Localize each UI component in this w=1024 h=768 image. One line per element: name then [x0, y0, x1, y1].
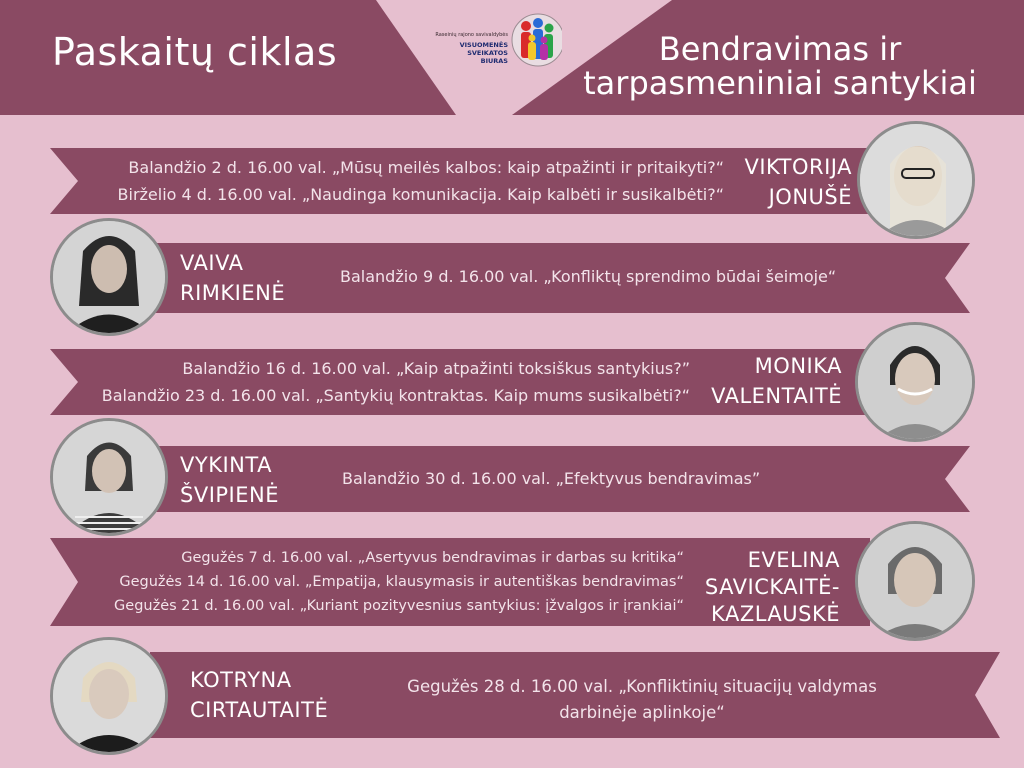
speaker-4-last: ŠVIPIENĖ	[180, 483, 279, 507]
session-1-lines	[118, 154, 724, 208]
topic-title-line1: Bendravimas ir	[658, 30, 902, 68]
session-6-line-1: Gegužės 28 d. 16.00 val. „Konfliktinių situacijų valdymas	[407, 677, 877, 696]
speaker-4-name	[180, 450, 279, 510]
session-3-lines	[102, 355, 690, 409]
speaker-3-name	[711, 351, 842, 411]
speaker-4-photo	[50, 418, 168, 536]
logo-line1: Raseinių rajono savivaldybės	[435, 32, 508, 38]
session-4-line-1: Balandžio 30 d. 16.00 val. „Efektyvus bendravimas”	[342, 469, 761, 488]
speaker-5-photo	[855, 521, 975, 641]
session-5-lines	[114, 546, 684, 618]
speaker-6-last: CIRTAUTAITĖ	[190, 698, 329, 722]
logo-line4: BIURAS	[480, 57, 508, 65]
speaker-6-first: KOTRYNA	[190, 668, 292, 692]
speaker-6-photo	[50, 637, 168, 755]
session-1-line-1: Balandžio 2 d. 16.00 val. „Mūsų meilės kalbos: kaip atpažinti ir pritaikyti?“	[128, 158, 724, 177]
session-1-line-2: Birželio 4 d. 16.00 val. „Naudinga komunikacija. Kaip kalbėti ir susikalbėti?“	[117, 185, 724, 204]
speaker-1-photo	[857, 121, 975, 239]
topic-title-line2: tarpasmeniniai santykiai	[583, 64, 977, 102]
speaker-4-first: VYKINTA	[180, 453, 272, 477]
speaker-3-last: VALENTAITĖ	[711, 384, 842, 408]
session-6-lines	[382, 674, 902, 726]
session-2-lines	[340, 267, 836, 286]
session-5-line-1: Gegužės 7 d. 16.00 val. „Asertyvus bendravimas ir darbas su kritika“	[181, 550, 684, 566]
speaker-1-last: JONUŠĖ	[768, 185, 852, 209]
speaker-2-name	[180, 248, 285, 308]
logo-line2: VISUOMENĖS	[459, 41, 508, 49]
speaker-5-name	[705, 547, 840, 628]
session-5-line-3: Gegužės 21 d. 16.00 val. „Kuriant pozityvesnius santykius: įžvalgos ir įrankiai“	[114, 598, 684, 614]
speaker-2-last: RIMKIENĖ	[180, 281, 286, 305]
session-3-line-1: Balandžio 16 d. 16.00 val. „Kaip atpažinti toksiškus santykius?”	[182, 359, 690, 378]
speaker-5-middle: SAVICKAITĖ-	[704, 575, 840, 599]
speaker-6-name	[190, 665, 328, 725]
speaker-5-first: EVELINA	[747, 548, 840, 572]
session-2-line-1: Balandžio 9 d. 16.00 val. „Konfliktų sprendimo būdai šeimoje“	[340, 267, 837, 286]
speaker-1-name	[744, 152, 852, 212]
speaker-3-photo	[855, 322, 975, 442]
series-title: Paskaitų ciklas	[52, 30, 338, 74]
speaker-3-first: MONIKA	[754, 354, 842, 378]
session-3-line-2: Balandžio 23 d. 16.00 val. „Santykių kontraktas. Kaip mums susikalbėti?“	[101, 386, 690, 405]
speaker-2-first: VAIVA	[180, 251, 244, 275]
session-4-lines	[342, 469, 760, 488]
speaker-5-last: KAZLAUSKĖ	[711, 602, 840, 626]
speaker-2-photo	[50, 218, 168, 336]
logo-line3: SVEIKATOS	[467, 49, 508, 57]
session-5-line-2: Gegužės 14 d. 16.00 val. „Empatija, klausymasis ir autentiškas bendravimas“	[119, 574, 684, 590]
session-6-line-2: darbinėje aplinkoje“	[559, 703, 725, 722]
speaker-1-first: VIKTORIJA	[744, 155, 852, 179]
